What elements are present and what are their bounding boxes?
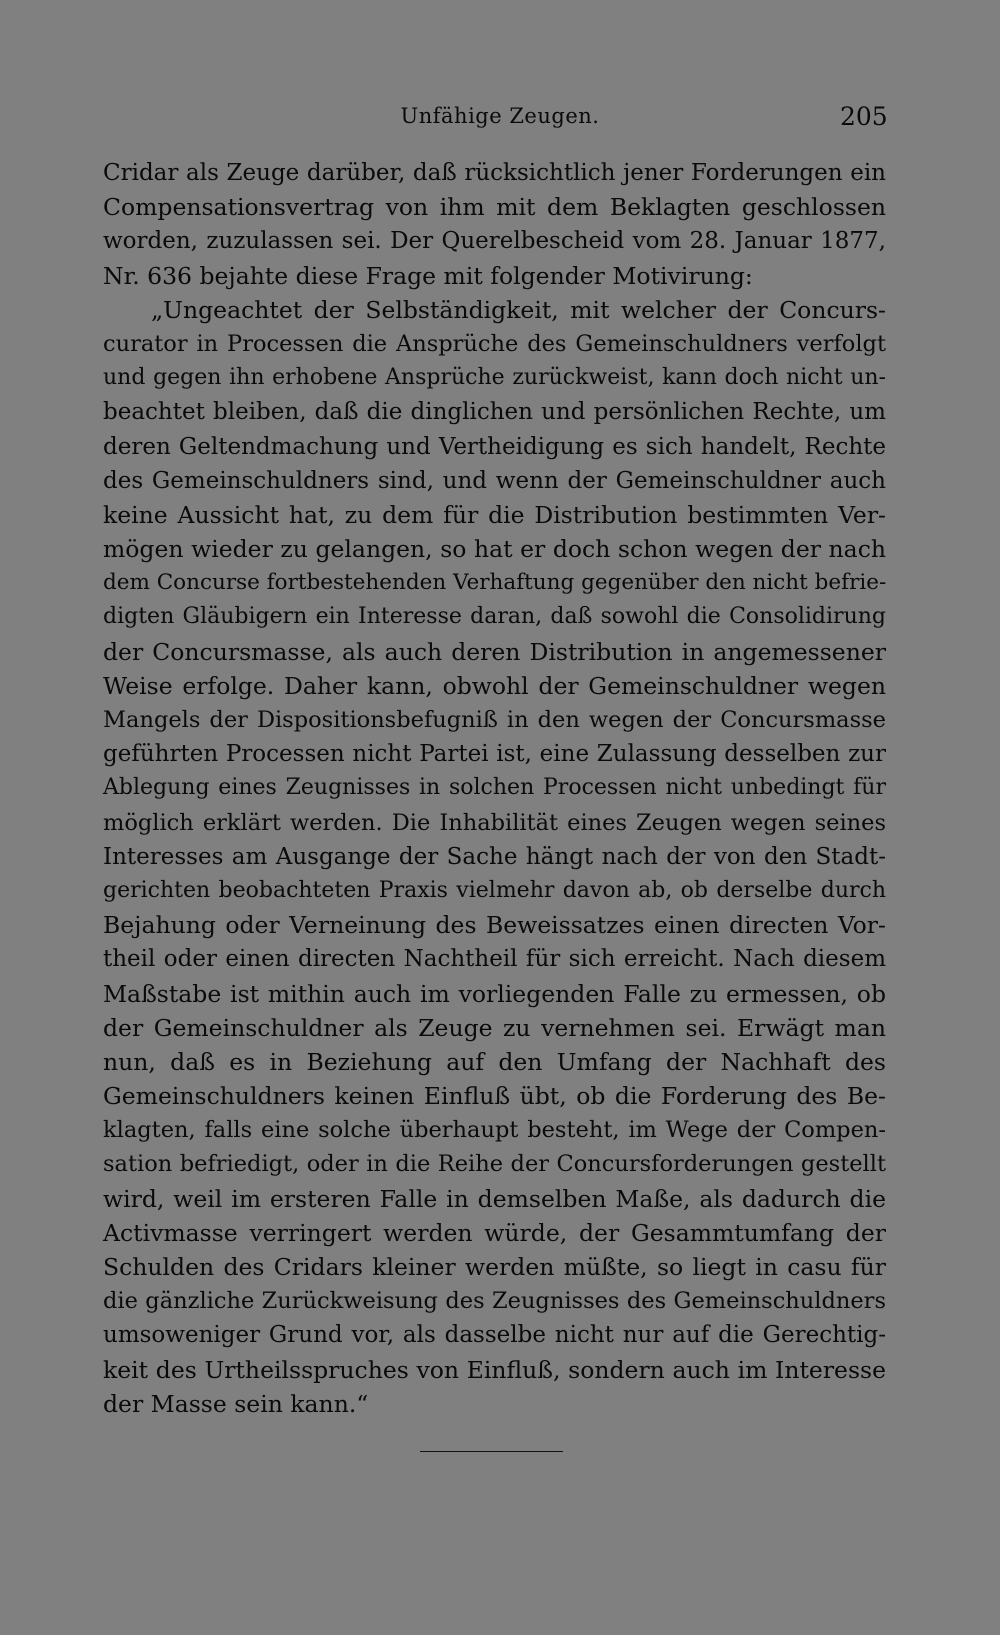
text-line: geführten Processen nicht Partei ist, eine Zulassung desselben zur — [103, 741, 886, 768]
text-line: digten Gläubigern ein Interesse daran, daß sowohl die Consolidirung — [103, 604, 886, 630]
text-line: keine Aussicht hat, zu dem für die Distribution bestimmten Ver- — [103, 500, 886, 529]
quote-first-line: „Ungeachtet der Selbständigkeit, mit welcher der Concurs- — [151, 295, 886, 324]
text-line: Interesses am Ausgange der Sache hängt nach der von den Stadt- — [103, 843, 886, 870]
text-line: und gegen ihn erhobene Ansprüche zurückweist, kann doch nicht un- — [103, 365, 886, 391]
text-line: Bejahung oder Verneinung des Beweissatzes einen directen Vor- — [103, 911, 886, 940]
text-line: theil oder einen directen Nachtheil für sich erreicht. Nach diesem — [103, 946, 886, 973]
running-title: Unfähige Zeugen. — [400, 104, 600, 128]
text-line: curator in Processen die Ansprüche des Gemeinschuldners verfolgt — [103, 330, 886, 357]
text-line: Ablegung eines Zeugnisses in solchen Processen nicht unbedingt für — [103, 775, 886, 801]
text-line: der Concursmasse, als auch deren Distribution in angemessener — [103, 637, 886, 666]
text-line: Nr. 636 bejahte diese Frage mit folgender Motivirung: — [103, 261, 753, 290]
text-line: Maßstabe ist mithin auch im vorliegenden Falle zu ermessen, ob — [103, 979, 886, 1008]
text-line: Cridar als Zeuge darüber, daß rücksichtlich jener Forderungen ein — [103, 160, 886, 186]
text-line: des Gemeinschuldners sind, und wenn der Gemeinschuldner auch — [103, 467, 886, 494]
text-line: beachtet bleiben, daß die dinglichen und persönlichen Rechte, um — [103, 399, 886, 426]
text-line: wird, weil im ersteren Falle in demselben Maße, als dadurch die — [103, 1184, 886, 1213]
running-head — [0, 104, 1000, 140]
text-line: umsoweniger Grund vor, als dasselbe nicht nur auf die Gerechtig- — [103, 1322, 886, 1349]
text-line: klagten, falls eine solche überhaupt besteht, im Wege der Compen- — [103, 1117, 886, 1144]
text-line: möglich erklärt werden. Die Inhabilität eines Zeugen wegen seines — [103, 809, 886, 836]
body-text — [103, 156, 886, 1421]
text-line: Weise erfolge. Daher kann, obwohl der Gemeinschuldner wegen — [103, 671, 886, 700]
text-line: keit des Urtheilsspruches von Einfluß, sondern auch im Interesse — [103, 1355, 886, 1384]
text-line: Compensationsvertrag von ihm mit dem Beklagten geschlossen — [103, 193, 886, 222]
text-line: Schulden des Cridars kleiner werden müßte, so liegt in casu für — [103, 1253, 886, 1281]
text-line: der Masse sein kann.“ — [103, 1389, 369, 1418]
page-number: 205 — [840, 102, 888, 131]
text-line: deren Geltendmachung und Vertheidigung es sich handelt, Rechte — [103, 433, 886, 460]
section-end-rule — [420, 1451, 563, 1452]
text-line: nun, daß es in Beziehung auf den Umfang der Nachhaft des — [103, 1047, 886, 1076]
text-line: Activmasse verringert werden würde, der Gesammtumfang der — [103, 1218, 886, 1247]
text-line: mögen wieder zu gelangen, so hat er doch schon wegen der nach — [103, 535, 886, 564]
text-line: Mangels der Dispositionsbefugniß in den wegen der Concursmasse — [103, 707, 886, 733]
text-line: worden, zuzulassen sei. Der Querelbescheid vom 28. Januar 1877, — [103, 228, 886, 255]
text-line: Gemeinschuldners keinen Einfluß übt, ob die Forderung des Be- — [103, 1082, 886, 1111]
text-line: die gänzliche Zurückweisung des Zeugnisses des Gemeinschuldners — [103, 1288, 886, 1315]
text-line: sation befriedigt, oder in die Reihe der Concursforderungen gestellt — [103, 1151, 886, 1178]
text-line: gerichten beobachteten Praxis vielmehr davon ab, ob derselbe durch — [103, 877, 886, 903]
text-line: dem Concurse fortbestehenden Verhaftung gegenüber den nicht befrie- — [103, 570, 887, 596]
text-line: der Gemeinschuldner als Zeuge zu vernehmen sei. Erwägt man — [103, 1013, 886, 1042]
